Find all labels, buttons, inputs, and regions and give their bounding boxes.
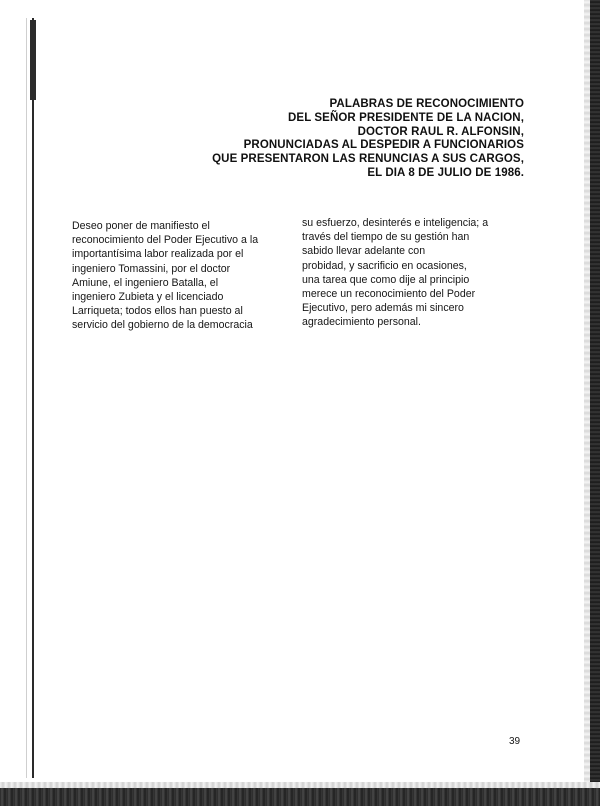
heading-line: DEL SEÑOR PRESIDENTE DE LA NACION, xyxy=(288,111,524,124)
body-text-line: agradecimiento personal. xyxy=(302,316,421,329)
body-text-line: probidad, y sacrificio en ocasiones, xyxy=(302,259,467,272)
document-heading xyxy=(104,98,524,181)
heading-line: PRONUNCIADAS AL DESPEDIR A FUNCIONARIOS xyxy=(243,139,524,152)
scan-right-border xyxy=(590,0,600,806)
body-text-line: Amiune, el ingeniero Batalla, el xyxy=(72,276,219,289)
body-text-line: través del tiempo de su gestión han xyxy=(302,231,470,244)
body-text-line: merece un reconocimiento del Poder xyxy=(302,288,476,301)
body-text-line: una tarea que como dije al principio xyxy=(302,273,470,286)
body-text-line: sabido llevar adelante con xyxy=(302,245,426,258)
body-text-line: reconocimiento del Poder Ejecutivo a la xyxy=(72,234,259,247)
body-text-line: ingeniero Tomassini, por el doctor xyxy=(72,262,231,275)
body-text-line: su esfuerzo, desinterés e inteligencia; a xyxy=(302,217,489,229)
body-column-right xyxy=(302,216,532,330)
body-text-line: Deseo poner de manifiesto el xyxy=(72,220,210,232)
scan-binding-shadow xyxy=(30,20,36,100)
body-text-line: Larriqueta; todos ellos han puesto al xyxy=(72,305,243,318)
heading-line: QUE PRESENTARON LAS RENUNCIAS A SUS CARGOS, xyxy=(212,153,524,166)
page-number: 39 xyxy=(509,736,521,747)
heading-line: EL DIA 8 DE JULIO DE 1986. xyxy=(367,166,524,179)
heading-line: DOCTOR RAUL R. ALFONSIN, xyxy=(357,125,524,138)
scan-edge-faint xyxy=(26,18,27,778)
body-text-line: ingeniero Zubieta y el licenciado xyxy=(72,291,224,304)
body-column-left xyxy=(72,219,292,333)
body-text-line: servicio del gobierno de la democracia xyxy=(72,319,253,332)
heading-line: PALABRAS DE RECONOCIMIENTO xyxy=(329,98,524,110)
body-text-line: importantísima labor realizada por el xyxy=(72,248,244,261)
scan-bottom-border xyxy=(0,788,600,806)
scan-binding-edge xyxy=(32,18,34,778)
body-text-line: Ejecutivo, pero además mi sincero xyxy=(302,302,464,315)
